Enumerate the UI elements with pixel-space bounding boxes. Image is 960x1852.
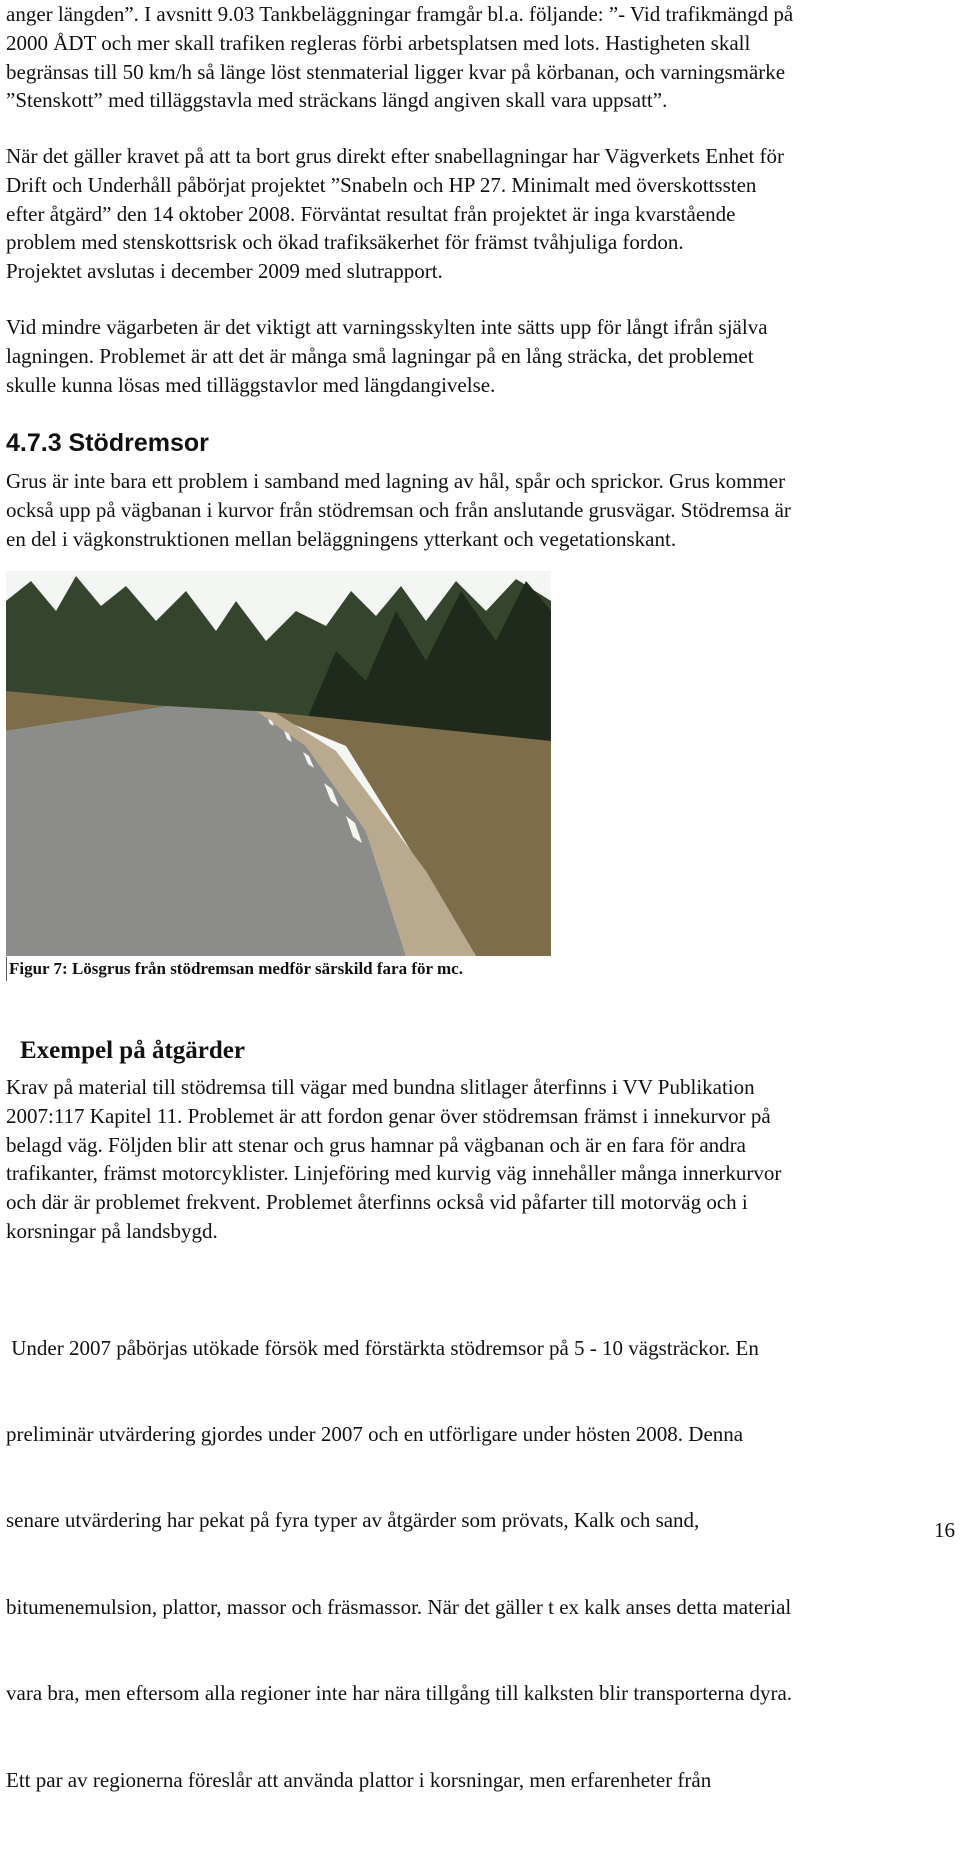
text-line: belagd väg. Följden blir att stenar och grus hamnar på vägbanan och är en fara för andra <box>6 1132 746 1157</box>
road-photo-illustration <box>6 571 551 956</box>
text-line: ”Stenskott” med tilläggstavla med sträckans längd angiven skall vara uppsatt”. <box>6 88 668 113</box>
page-number: 16 <box>934 1518 955 1542</box>
text-line: preliminär utvärdering gjordes under 2007 och en utförligare under hösten 2008. Denna <box>6 1421 744 1446</box>
text-line: 2007:117 Kapitel 11. Problemet är att fordon genar över stödremsan främst i innekurvor på <box>6 1103 771 1128</box>
text-line: trafikanter, främst motorcyklister. Linjeföring med kurvig väg innehåller många innerkurvor <box>6 1161 782 1186</box>
text-line: problem med stenskottsrisk och ökad trafiksäkerhet för främst tvåhjuliga fordon. <box>6 230 684 255</box>
text-line: Under 2007 påbörjas utökade försök med förstärkta stödremsor på 5 - 10 vägsträckor. En <box>6 1335 759 1360</box>
text-line: 2000 ÅDT och mer skall trafiken regleras förbi arbetsplatsen med lots. Hastigheten skall <box>6 30 751 55</box>
text-line: efter åtgärd” den 14 oktober 2008. Förväntat resultat från projektet är inga kvarstående <box>6 201 736 226</box>
text-line: Projektet avslutas i december 2009 med slutrapport. <box>6 259 443 284</box>
text-line: senare utvärdering har pekat på fyra typer av åtgärder som prövats, Kalk och sand, <box>6 1508 700 1533</box>
text-line: Krav på material till stödremsa till vägar med bundna slitlager återfinns i VV Publikation <box>6 1075 755 1099</box>
text-line: och där är problemet frekvent. Problemet återfinns också vid påfarter till motorväg och i <box>6 1190 748 1215</box>
text-line: Vid mindre vägarbeten är det viktigt att varningsskylten inte sätts upp för långt ifrån själva <box>6 315 768 339</box>
paragraph-gravel-intro <box>6 467 956 553</box>
text-line: Ett par av regionerna föreslår att använda plattor i korsningar, men erfarenheter från <box>6 1767 712 1792</box>
subsection-heading: Exempel på åtgärder <box>20 1037 245 1064</box>
section-heading: 4.7.3 Stödremsor <box>6 429 209 457</box>
text-line: skulle kunna lösas med tilläggstavlor med längdangivelse. <box>6 372 496 397</box>
text-line: Grus är inte bara ett problem i samband med lagning av hål, spår och sprickor. Grus kommer <box>6 469 786 493</box>
text-line: också upp på vägbanan i kurvor från stödremsan och från anslutande grusvägar. Stödremsa är <box>6 497 791 522</box>
paragraph-trials-2007 <box>6 1276 956 1852</box>
figure-caption: Figur 7: Lösgrus från stödremsan medför särskild fara för mc. <box>6 957 463 981</box>
road-shoulder-photo <box>6 571 551 956</box>
paragraph-snabeln-project <box>6 142 956 286</box>
paragraph-tank-coating <box>6 0 956 115</box>
paragraph-material-requirements <box>6 1073 956 1246</box>
text-line: Drift och Underhåll påbörjat projektet ”Snabeln och HP 27. Minimalt med överskottssten <box>6 172 757 197</box>
text-line: När det gäller kravet på att ta bort grus direkt efter snabellagningar har Vägverkets Enhet för <box>6 144 785 168</box>
text-line: bitumenemulsion, plattor, massor och fräsmassor. När det gäller t ex kalk anses detta material <box>6 1594 792 1619</box>
text-line: en del i vägkonstruktionen mellan beläggningens ytterkant och vegetationskant. <box>6 526 677 551</box>
text-line: lagningen. Problemet är att det är många små lagningar på en lång sträcka, det problemet <box>6 343 754 368</box>
paragraph-warning-signs <box>6 313 956 399</box>
text-line: anger längden”. I avsnitt 9.03 Tankbeläggningar framgår bl.a. följande: ”- Vid trafikmängd på <box>6 2 794 26</box>
text-line: vara bra, men eftersom alla regioner inte har nära tillgång till kalksten blir transporterna dyra. <box>6 1681 793 1706</box>
text-line: begränsas till 50 km/h så länge löst stenmaterial ligger kvar på körbanan, och varningsmärke <box>6 59 786 84</box>
text-line: korsningar på landsbygd. <box>6 1218 218 1243</box>
